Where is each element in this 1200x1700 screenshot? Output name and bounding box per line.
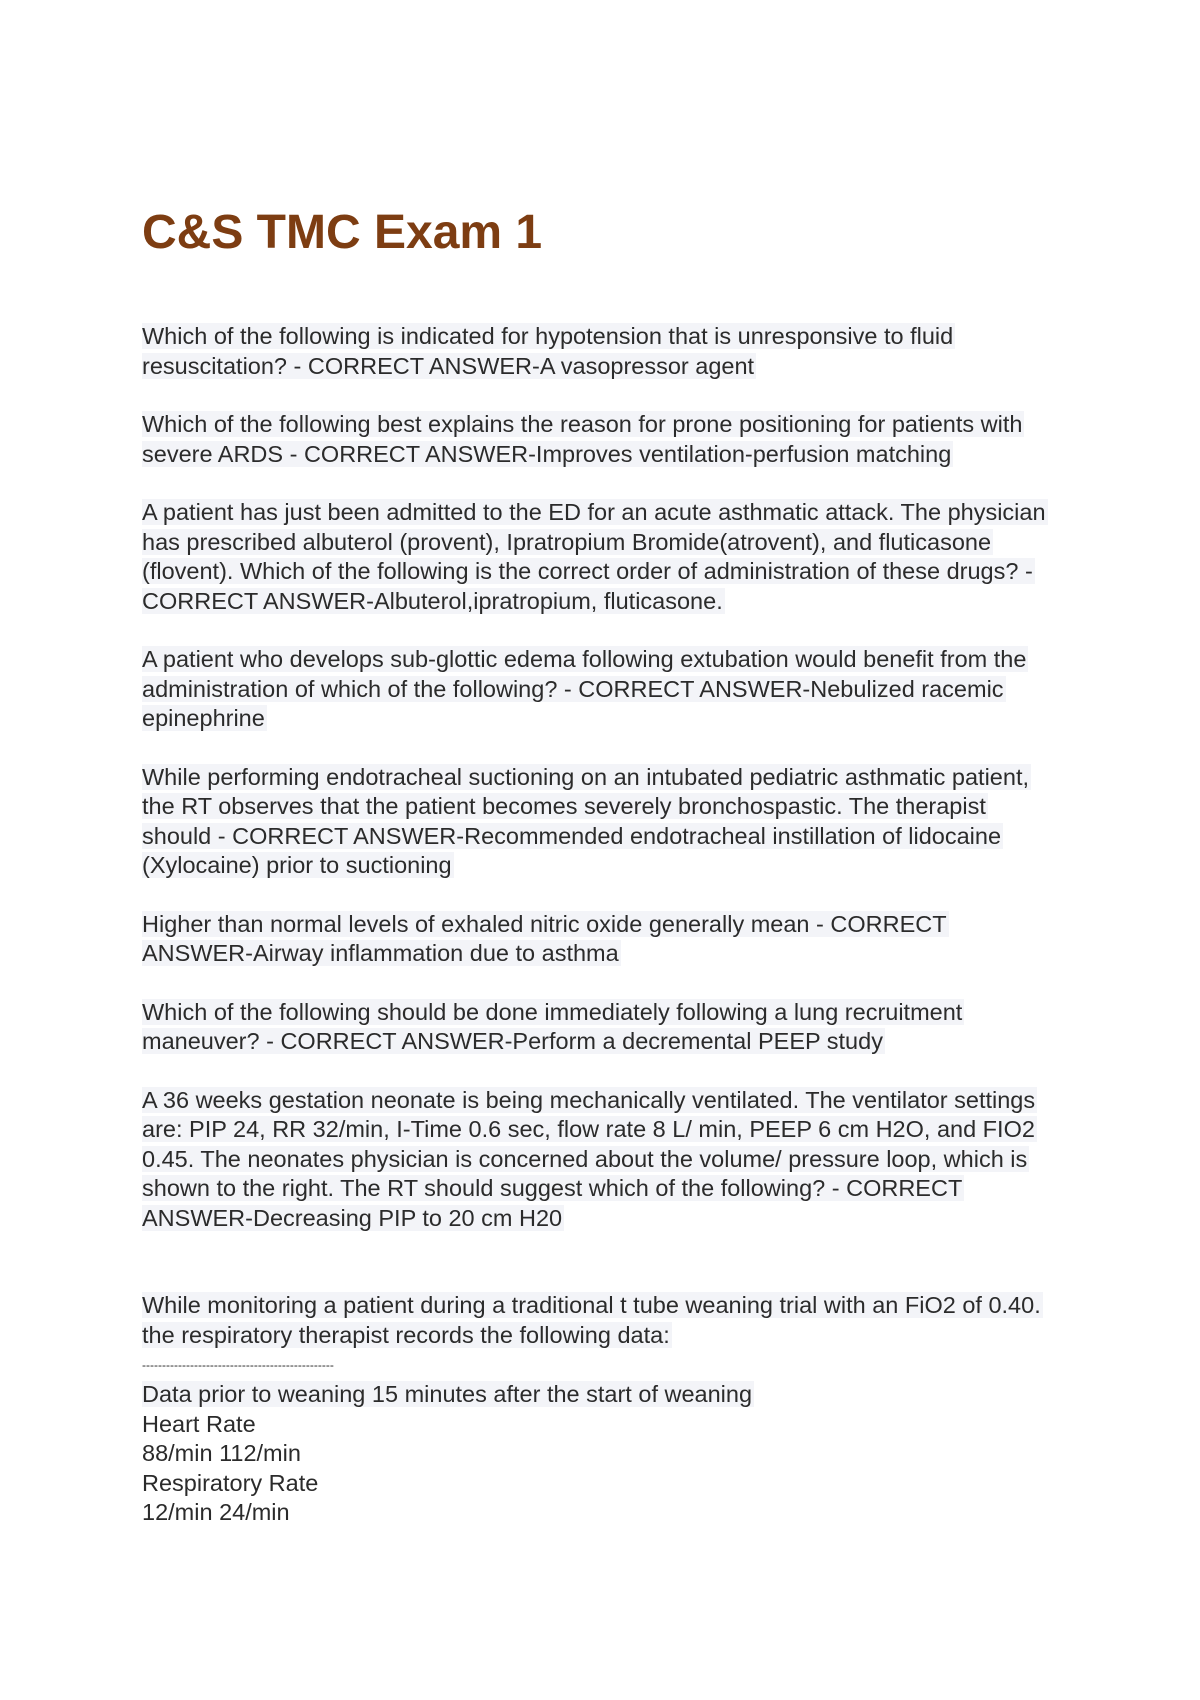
question-text: A 36 weeks gestation neonate is being mechanically ventilated. The ventilator settings are: PIP 24, RR 32/min, I-Time 0.6 sec, flow rate 8 L/ min, PEEP 6 cm H2O, and FIO2 0.45. The neonates physician is concerned about the volume/ pressure loop, which is shown to the right. The RT should suggest which of the following? - CORRECT ANSWER-Decreasing PIP to 20 cm H20 [142,1086,1036,1231]
question-text: A patient has just been admitted to the ED for an acute asthmatic attack. The physician has prescribed albuterol (provent), Ipratropium Bromide(atrovent), and fluticasone (flovent). Which of the following is the correct order of administration of these drugs? - CORRECT ANSWER-Albuterol,ipratropium, fluticasone. [142,499,1046,614]
question-item [142,910,1072,969]
data-values: 88/min 112/min [142,1440,301,1466]
question-text: While monitoring a patient during a traditional t tube weaning trial with an FiO2 of 0.40. the respiratory therapist records the following data: [142,1292,1041,1348]
weaning-data-block [142,1350,1072,1528]
document-content [142,205,1072,1528]
data-line [142,1498,1072,1528]
data-line [142,1380,1072,1410]
page-title: C&S TMC Exam 1 [142,206,543,259]
question-item [142,410,1072,469]
data-line [142,1410,1072,1440]
question-text: While performing endotracheal suctioning on an intubated pediatric asthmatic patient, the RT observes that the patient becomes severely bronchospastic. The therapist should - CORRECT ANSWER-Recommended endotracheal instillation of lidocaine (Xylocaine) prior to suctioning [142,763,1029,878]
question-item [142,1291,1072,1350]
question-item [142,763,1072,881]
question-item [142,498,1072,616]
question-text: Higher than normal levels of exhaled nitric oxide generally mean - CORRECT ANSWER-Airway inflammation due to asthma [142,910,947,966]
question-item [142,322,1072,381]
data-values: 12/min 24/min [142,1499,290,1525]
data-label: Respiratory Rate [142,1469,319,1496]
question-item [142,645,1072,734]
question-item [142,1086,1072,1234]
question-list [142,322,1072,1350]
data-line [142,1469,1072,1499]
question-text: Which of the following should be done immediately following a lung recruitment maneuver? - CORRECT ANSWER-Perform a decremental PEEP study [142,998,963,1054]
question-text: Which of the following is indicated for hypotension that is unresponsive to fluid resuscitation? - CORRECT ANSWER-A vasopressor agent [142,323,954,379]
question-text: A patient who develops sub-glottic edema following extubation would benefit from the administration of which of the following? - CORRECT ANSWER-Nebulized racemic epinephrine [142,646,1027,731]
data-line [142,1439,1072,1469]
question-item [142,998,1072,1057]
divider-line: ------------------------------------------------ [142,1358,334,1372]
question-text: Which of the following best explains the reason for prone positioning for patients with severe ARDS - CORRECT ANSWER-Improves ventilation-perfusion matching [142,411,1023,467]
data-header: Data prior to weaning 15 minutes after the start of weaning [142,1381,753,1407]
data-label: Heart Rate [142,1410,256,1437]
